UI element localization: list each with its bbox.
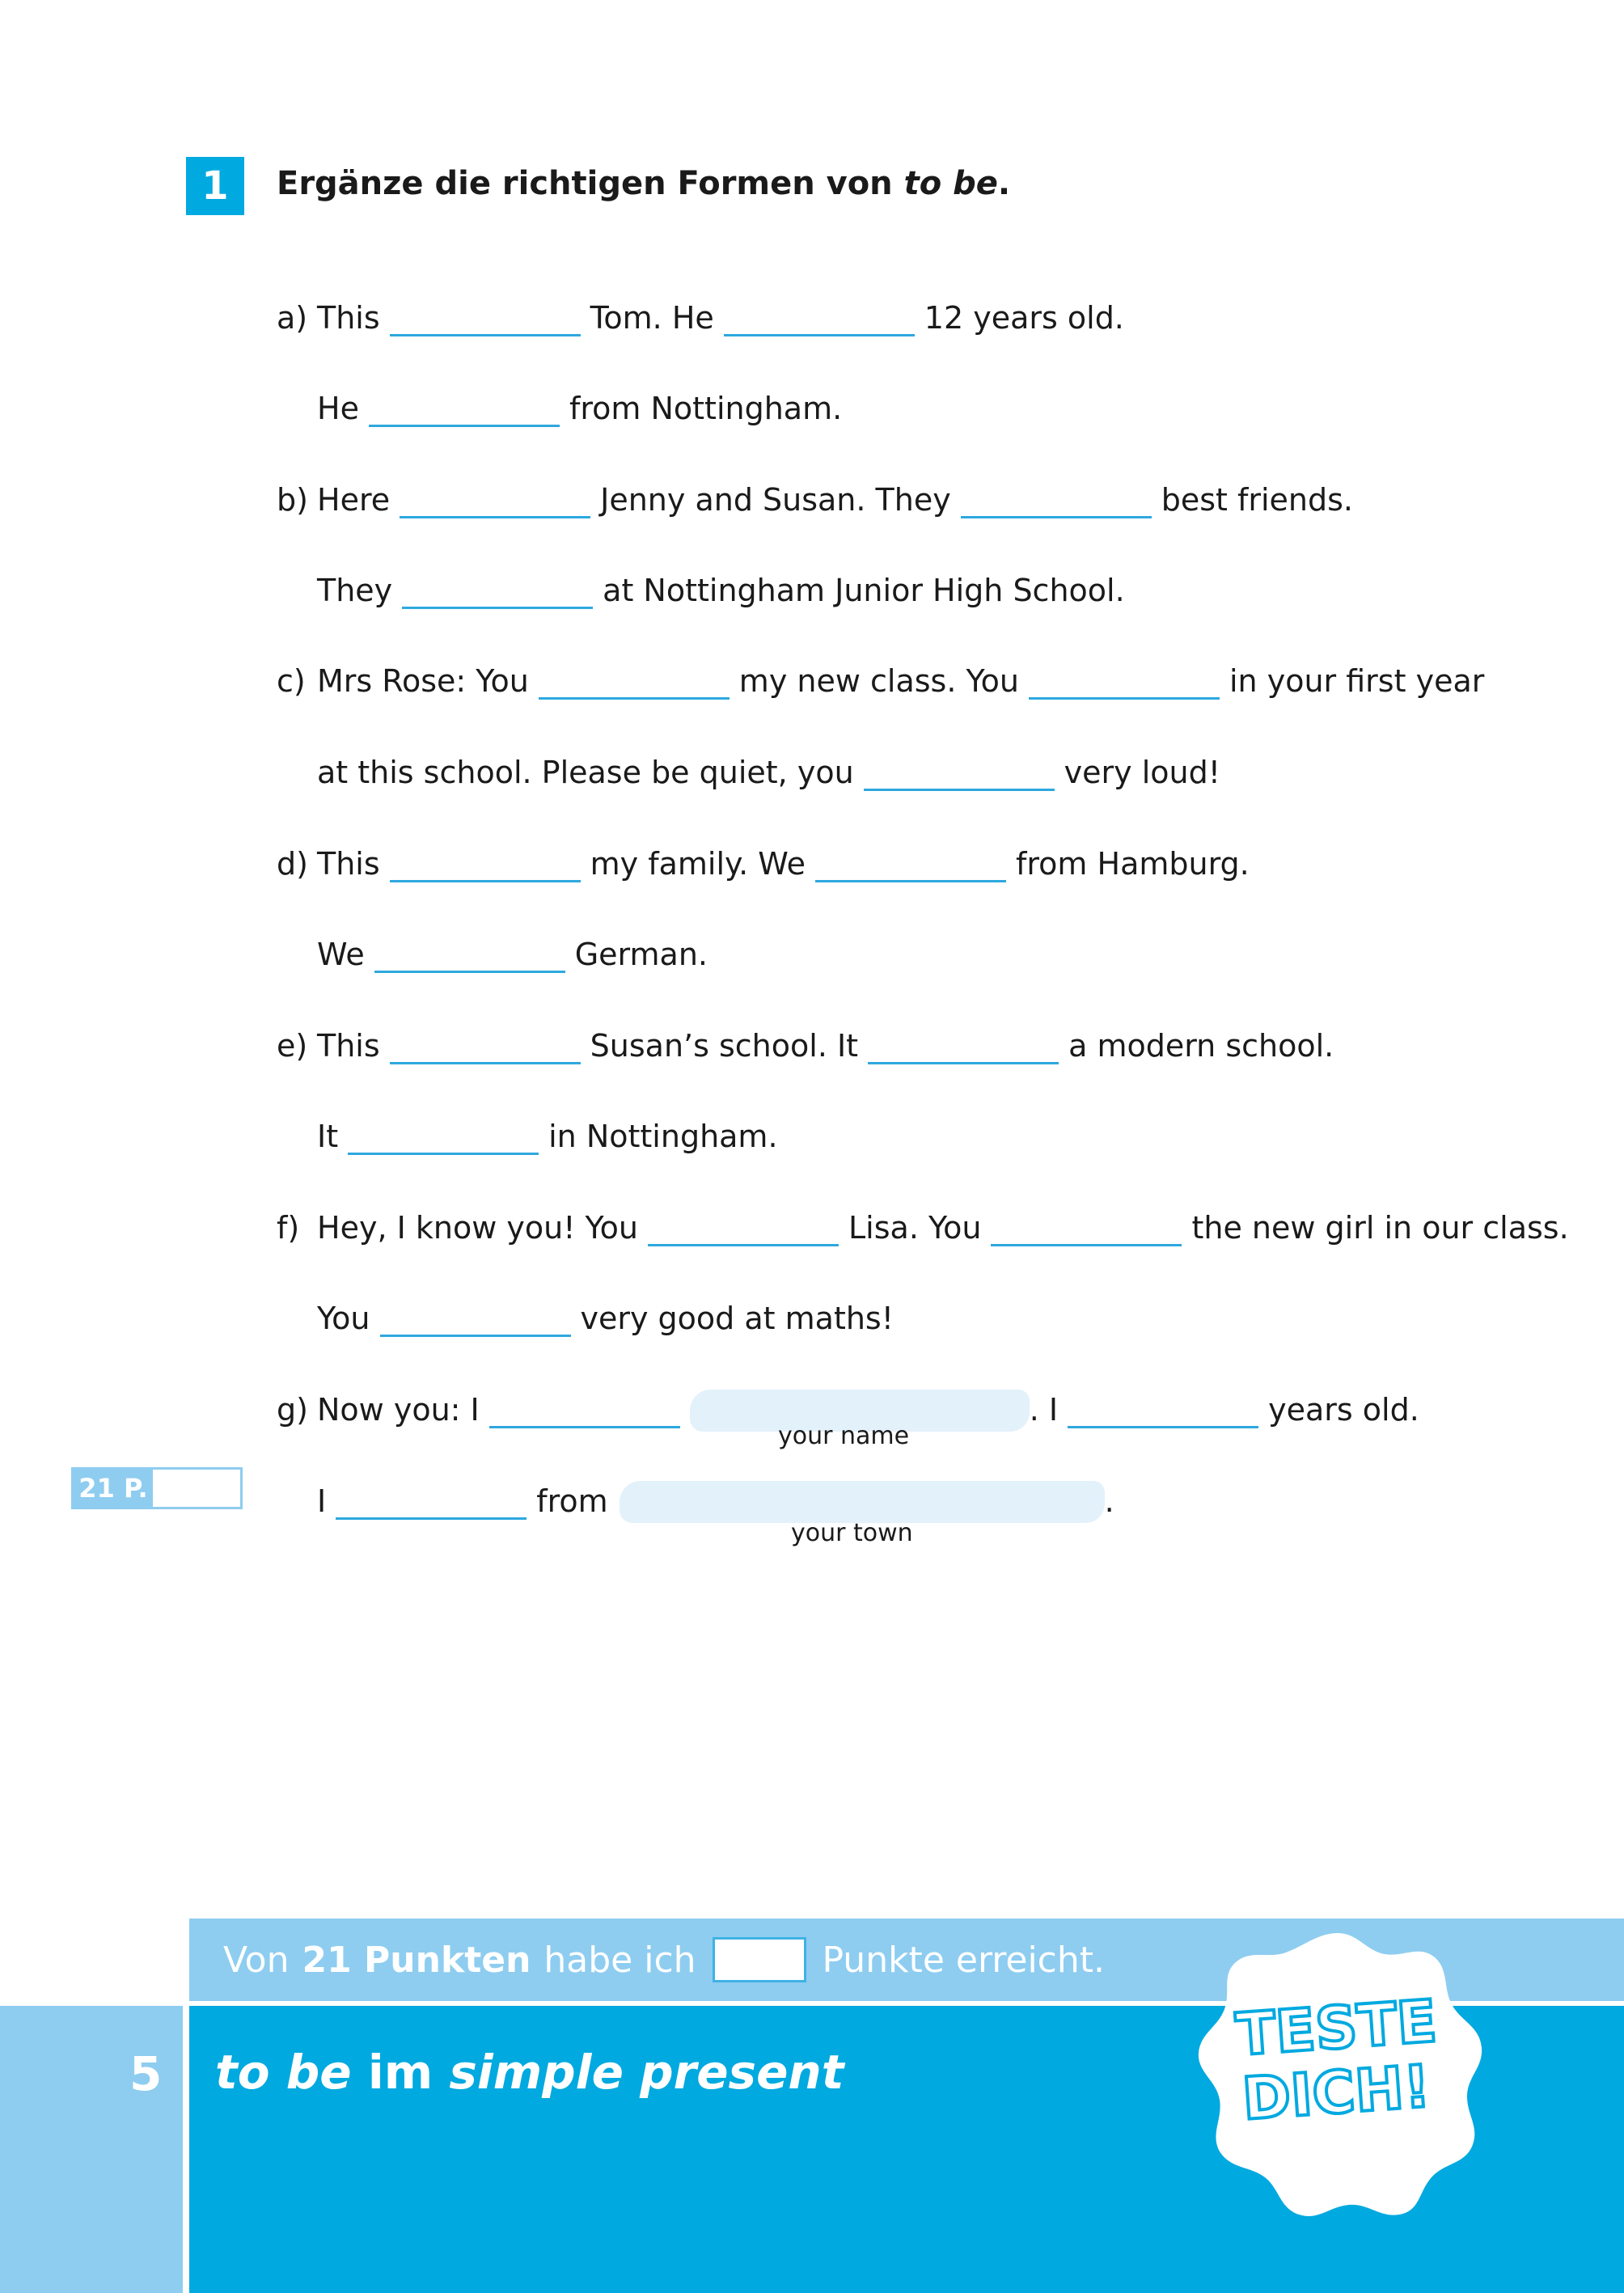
badge-text-line1: TESTE (1233, 1986, 1440, 2069)
exercise-c-line-2: at this school. Please be quiet, you very loud! (317, 755, 1220, 790)
answer-blank[interactable] (400, 484, 590, 518)
exercise-letter: g) (277, 1392, 308, 1428)
answer-blank[interactable] (648, 1212, 839, 1246)
answer-blank[interactable] (369, 392, 560, 427)
exercise-letter: e) (277, 1028, 308, 1064)
caption-your-name: your name (778, 1422, 910, 1450)
page-number: 5 (129, 2046, 163, 2101)
answer-blank[interactable] (336, 1485, 527, 1520)
answer-blank[interactable] (961, 484, 1152, 518)
exercise-e-line-1: e) This Susan’s school. It a modern school. (277, 1026, 1334, 1066)
answer-blank[interactable] (539, 665, 730, 700)
points-box (71, 1467, 243, 1509)
answer-blank[interactable] (1068, 1394, 1258, 1428)
task-title: Ergänze die richtigen Formen von to be. (277, 165, 1011, 202)
exercise-d-line-2: We German. (317, 937, 708, 972)
answer-blank[interactable] (489, 1394, 680, 1428)
answer-blank[interactable] (390, 848, 581, 882)
exercise-b-line-2: They at Nottingham Junior High School. (317, 573, 1125, 608)
answer-blank[interactable] (402, 574, 593, 609)
exercise-c-line-1: c) Mrs Rose: You my new class. You in your first year (277, 661, 1484, 701)
exercise-a-line-1: a) This Tom. He 12 years old. (277, 298, 1124, 338)
answer-blank[interactable] (724, 302, 915, 336)
answer-blank[interactable] (380, 1302, 571, 1337)
answer-blank[interactable] (1029, 665, 1220, 700)
task-number: 1 (186, 157, 244, 215)
exercise-d-line-1: d) This my family. We from Hamburg. (277, 844, 1250, 884)
answer-blank[interactable] (390, 302, 581, 336)
exercise-g-line-2: I from . (317, 1481, 1114, 1521)
caption-your-town: your town (791, 1519, 913, 1547)
exercise-a-line-2: He from Nottingham. (317, 391, 843, 426)
answer-blank[interactable] (991, 1212, 1182, 1246)
answer-blank[interactable] (348, 1120, 539, 1155)
exercise-f-line-2: You very good at maths! (317, 1301, 894, 1336)
teste-dich-badge (1192, 1927, 1483, 2218)
answer-blank[interactable] (868, 1030, 1059, 1064)
exercise-g-line-1: g) Now you: I . I years old. (277, 1390, 1419, 1430)
answer-blank[interactable] (864, 756, 1055, 791)
score-entry-box[interactable] (713, 1937, 806, 1982)
badge-text-line2: DICH! (1240, 2052, 1433, 2134)
points-entry[interactable] (153, 1470, 240, 1507)
exercise-letter: d) (277, 846, 308, 882)
exercise-e-line-2: It in Nottingham. (317, 1119, 778, 1154)
points-label: 21 P. (74, 1470, 153, 1507)
answer-blank[interactable] (815, 848, 1006, 882)
chapter-title: to be im simple present (215, 2045, 844, 2100)
town-input-area[interactable] (620, 1481, 1105, 1523)
answer-blank[interactable] (374, 938, 565, 973)
exercise-letter: b) (277, 482, 308, 518)
exercise-b-line-1: b) Here Jenny and Susan. They best friends. (277, 480, 1353, 520)
exercise-letter: c) (277, 663, 306, 699)
exercise-f-line-1: f) Hey, I know you! You Lisa. You the new girl in our class. (277, 1208, 1569, 1248)
exercise-letter: a) (277, 300, 308, 336)
answer-blank[interactable] (390, 1030, 581, 1064)
score-bar: Von 21 Punkten habe ich Punkte erreicht. (189, 1919, 1624, 2001)
exercise-letter: f) (277, 1210, 300, 1246)
